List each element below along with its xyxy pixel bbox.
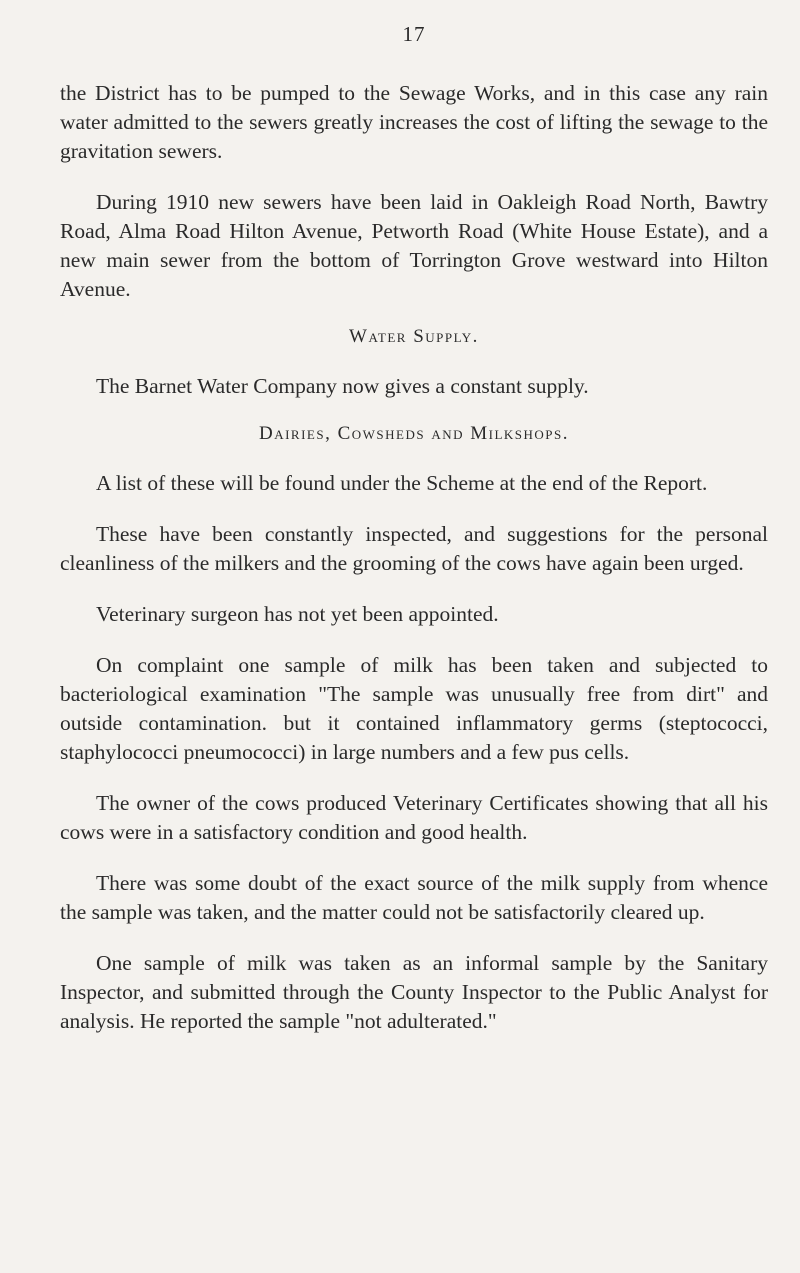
paragraph-new-sewers: During 1910 new sewers have been laid in Oakleigh Road North, Bawtry Road, Alma Road Hilton Avenue, Petworth Road (White House Estate), and a new main sewer from the bottom of Torrington Grove westward into Hilton Avenue. bbox=[60, 190, 768, 301]
paragraph-water-supply: The Barnet Water Company now gives a constant supply. bbox=[96, 374, 589, 398]
paragraph-informal-sample: One sample of milk was taken as an informal sample by the Sanitary Inspector, and submitted through the County Inspector to the Public Analyst for analysis. He reported the sample "not adulterated." bbox=[60, 951, 768, 1033]
heading-water-supply: Water Supply. bbox=[349, 326, 479, 347]
paragraph-veterinary-certificates: The owner of the cows produced Veterinary Certificates showing that all his cows were in a satisfactory condition and good health. bbox=[60, 791, 768, 844]
heading-dairies: Dairies, Cowsheds and Milkshops. bbox=[258, 423, 570, 444]
paragraph-sewage-pumping: the District has to be pumped to the Sewage Works, and in this case any rain water admitted to the sewers greatly increases the cost of lifting the sewage to the gravitation sewers. bbox=[60, 81, 768, 163]
paragraph-dairies-list: A list of these will be found under the Scheme at the end of the Report. bbox=[96, 471, 708, 495]
paragraph-milk-complaint: On complaint one sample of milk has been taken and subjected to bacteriological examination "The sample was unusually free from dirt" and outside contamination. but it contained inflammatory germs (steptococci, staphylococci pneumococci) in large numbers and a few pus cells. bbox=[60, 653, 768, 764]
paragraph-veterinary-surgeon: Veterinary surgeon has not yet been appointed. bbox=[96, 602, 499, 626]
paragraph-dairies-inspection: These have been constantly inspected, and suggestions for the personal cleanliness of the milkers and the grooming of the cows have again been urged. bbox=[60, 522, 768, 575]
paragraph-milk-source: There was some doubt of the exact source of the milk supply from whence the sample was taken, and the matter could not be satisfactorily cleared up. bbox=[60, 871, 768, 924]
page-number: 17 bbox=[402, 22, 426, 46]
